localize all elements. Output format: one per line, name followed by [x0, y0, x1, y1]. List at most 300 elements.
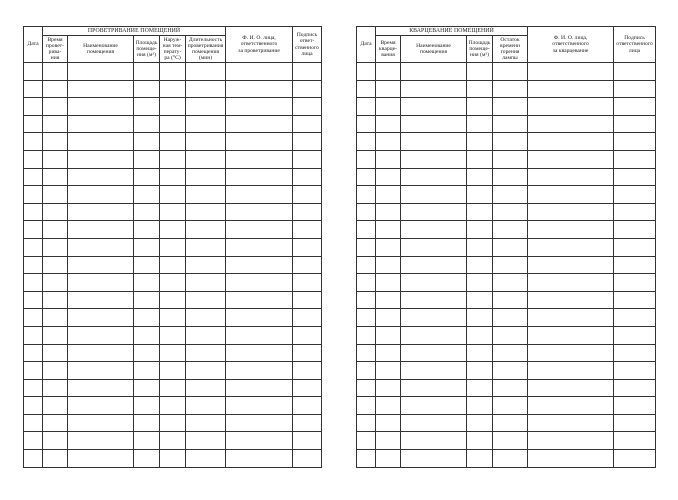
signature-cell[interactable]: [293, 98, 322, 116]
time-cell[interactable]: [376, 326, 401, 344]
signature-cell[interactable]: [614, 221, 656, 239]
duration-cell[interactable]: [186, 274, 226, 292]
room-cell[interactable]: [401, 133, 467, 151]
signature-cell[interactable]: [614, 186, 656, 204]
date-cell[interactable]: [24, 274, 43, 292]
area-cell[interactable]: [134, 344, 160, 362]
date-cell[interactable]: [357, 432, 376, 450]
duration-cell[interactable]: [186, 238, 226, 256]
responsible-cell[interactable]: [226, 203, 293, 221]
date-cell[interactable]: [357, 150, 376, 168]
area-cell[interactable]: [134, 221, 160, 239]
signature-cell[interactable]: [614, 344, 656, 362]
time-cell[interactable]: [376, 450, 401, 468]
signature-cell[interactable]: [293, 397, 322, 415]
duration-cell[interactable]: [186, 168, 226, 186]
duration-cell[interactable]: [186, 256, 226, 274]
signature-cell[interactable]: [293, 115, 322, 133]
area-cell[interactable]: [467, 133, 493, 151]
area-cell[interactable]: [467, 186, 493, 204]
room-cell[interactable]: [401, 168, 467, 186]
area-cell[interactable]: [134, 291, 160, 309]
time-cell[interactable]: [43, 450, 68, 468]
duration-cell[interactable]: [186, 450, 226, 468]
lamp-remaining-cell[interactable]: [493, 203, 528, 221]
date-cell[interactable]: [357, 221, 376, 239]
duration-cell[interactable]: [186, 98, 226, 116]
time-cell[interactable]: [43, 344, 68, 362]
signature-cell[interactable]: [293, 414, 322, 432]
lamp-remaining-cell[interactable]: [493, 98, 528, 116]
duration-cell[interactable]: [186, 344, 226, 362]
time-cell[interactable]: [376, 203, 401, 221]
date-cell[interactable]: [24, 256, 43, 274]
area-cell[interactable]: [467, 63, 493, 81]
date-cell[interactable]: [24, 450, 43, 468]
room-cell[interactable]: [401, 115, 467, 133]
time-cell[interactable]: [376, 115, 401, 133]
area-cell[interactable]: [467, 397, 493, 415]
room-cell[interactable]: [68, 274, 134, 292]
responsible-cell[interactable]: [528, 291, 614, 309]
date-cell[interactable]: [24, 133, 43, 151]
duration-cell[interactable]: [186, 309, 226, 327]
date-cell[interactable]: [357, 309, 376, 327]
room-cell[interactable]: [68, 362, 134, 380]
lamp-remaining-cell[interactable]: [493, 414, 528, 432]
duration-cell[interactable]: [186, 186, 226, 204]
date-cell[interactable]: [24, 309, 43, 327]
outdoor-temp-cell[interactable]: [160, 80, 186, 98]
time-cell[interactable]: [43, 80, 68, 98]
time-cell[interactable]: [376, 80, 401, 98]
lamp-remaining-cell[interactable]: [493, 238, 528, 256]
lamp-remaining-cell[interactable]: [493, 362, 528, 380]
time-cell[interactable]: [43, 238, 68, 256]
area-cell[interactable]: [467, 80, 493, 98]
outdoor-temp-cell[interactable]: [160, 309, 186, 327]
responsible-cell[interactable]: [528, 274, 614, 292]
room-cell[interactable]: [401, 80, 467, 98]
signature-cell[interactable]: [293, 344, 322, 362]
date-cell[interactable]: [24, 98, 43, 116]
responsible-cell[interactable]: [528, 150, 614, 168]
date-cell[interactable]: [357, 291, 376, 309]
signature-cell[interactable]: [293, 133, 322, 151]
room-cell[interactable]: [401, 98, 467, 116]
responsible-cell[interactable]: [528, 238, 614, 256]
lamp-remaining-cell[interactable]: [493, 256, 528, 274]
lamp-remaining-cell[interactable]: [493, 326, 528, 344]
signature-cell[interactable]: [293, 450, 322, 468]
time-cell[interactable]: [43, 326, 68, 344]
responsible-cell[interactable]: [226, 326, 293, 344]
signature-cell[interactable]: [614, 414, 656, 432]
responsible-cell[interactable]: [528, 221, 614, 239]
signature-cell[interactable]: [614, 326, 656, 344]
signature-cell[interactable]: [293, 309, 322, 327]
area-cell[interactable]: [134, 326, 160, 344]
time-cell[interactable]: [376, 397, 401, 415]
date-cell[interactable]: [24, 63, 43, 81]
responsible-cell[interactable]: [528, 397, 614, 415]
signature-cell[interactable]: [293, 432, 322, 450]
area-cell[interactable]: [467, 203, 493, 221]
date-cell[interactable]: [357, 344, 376, 362]
time-cell[interactable]: [376, 432, 401, 450]
time-cell[interactable]: [43, 221, 68, 239]
duration-cell[interactable]: [186, 326, 226, 344]
duration-cell[interactable]: [186, 63, 226, 81]
area-cell[interactable]: [134, 133, 160, 151]
outdoor-temp-cell[interactable]: [160, 186, 186, 204]
area-cell[interactable]: [467, 291, 493, 309]
responsible-cell[interactable]: [226, 291, 293, 309]
time-cell[interactable]: [376, 63, 401, 81]
area-cell[interactable]: [134, 186, 160, 204]
signature-cell[interactable]: [293, 150, 322, 168]
room-cell[interactable]: [401, 274, 467, 292]
signature-cell[interactable]: [614, 397, 656, 415]
signature-cell[interactable]: [293, 203, 322, 221]
signature-cell[interactable]: [614, 63, 656, 81]
duration-cell[interactable]: [186, 203, 226, 221]
date-cell[interactable]: [24, 238, 43, 256]
responsible-cell[interactable]: [528, 344, 614, 362]
area-cell[interactable]: [467, 309, 493, 327]
date-cell[interactable]: [357, 362, 376, 380]
signature-cell[interactable]: [293, 379, 322, 397]
signature-cell[interactable]: [293, 221, 322, 239]
room-cell[interactable]: [68, 63, 134, 81]
lamp-remaining-cell[interactable]: [493, 150, 528, 168]
area-cell[interactable]: [134, 256, 160, 274]
area-cell[interactable]: [134, 238, 160, 256]
time-cell[interactable]: [43, 414, 68, 432]
area-cell[interactable]: [467, 98, 493, 116]
date-cell[interactable]: [24, 115, 43, 133]
responsible-cell[interactable]: [528, 203, 614, 221]
duration-cell[interactable]: [186, 362, 226, 380]
room-cell[interactable]: [401, 291, 467, 309]
time-cell[interactable]: [43, 63, 68, 81]
area-cell[interactable]: [467, 256, 493, 274]
signature-cell[interactable]: [614, 150, 656, 168]
date-cell[interactable]: [24, 379, 43, 397]
room-cell[interactable]: [68, 133, 134, 151]
date-cell[interactable]: [24, 221, 43, 239]
responsible-cell[interactable]: [528, 309, 614, 327]
outdoor-temp-cell[interactable]: [160, 291, 186, 309]
time-cell[interactable]: [376, 291, 401, 309]
signature-cell[interactable]: [293, 186, 322, 204]
date-cell[interactable]: [24, 414, 43, 432]
room-cell[interactable]: [68, 256, 134, 274]
date-cell[interactable]: [357, 274, 376, 292]
time-cell[interactable]: [376, 168, 401, 186]
date-cell[interactable]: [357, 326, 376, 344]
signature-cell[interactable]: [614, 203, 656, 221]
signature-cell[interactable]: [614, 274, 656, 292]
signature-cell[interactable]: [614, 133, 656, 151]
time-cell[interactable]: [43, 168, 68, 186]
area-cell[interactable]: [134, 98, 160, 116]
signature-cell[interactable]: [614, 168, 656, 186]
area-cell[interactable]: [134, 203, 160, 221]
room-cell[interactable]: [68, 80, 134, 98]
room-cell[interactable]: [68, 98, 134, 116]
outdoor-temp-cell[interactable]: [160, 344, 186, 362]
time-cell[interactable]: [43, 98, 68, 116]
room-cell[interactable]: [68, 379, 134, 397]
area-cell[interactable]: [467, 414, 493, 432]
time-cell[interactable]: [43, 397, 68, 415]
date-cell[interactable]: [24, 186, 43, 204]
area-cell[interactable]: [467, 115, 493, 133]
responsible-cell[interactable]: [226, 186, 293, 204]
outdoor-temp-cell[interactable]: [160, 150, 186, 168]
area-cell[interactable]: [467, 221, 493, 239]
responsible-cell[interactable]: [226, 450, 293, 468]
date-cell[interactable]: [357, 414, 376, 432]
room-cell[interactable]: [401, 362, 467, 380]
responsible-cell[interactable]: [528, 379, 614, 397]
area-cell[interactable]: [467, 450, 493, 468]
time-cell[interactable]: [43, 115, 68, 133]
lamp-remaining-cell[interactable]: [493, 80, 528, 98]
outdoor-temp-cell[interactable]: [160, 221, 186, 239]
lamp-remaining-cell[interactable]: [493, 379, 528, 397]
area-cell[interactable]: [134, 432, 160, 450]
responsible-cell[interactable]: [528, 98, 614, 116]
room-cell[interactable]: [401, 256, 467, 274]
outdoor-temp-cell[interactable]: [160, 326, 186, 344]
signature-cell[interactable]: [614, 98, 656, 116]
room-cell[interactable]: [68, 432, 134, 450]
duration-cell[interactable]: [186, 133, 226, 151]
outdoor-temp-cell[interactable]: [160, 98, 186, 116]
outdoor-temp-cell[interactable]: [160, 238, 186, 256]
signature-cell[interactable]: [614, 379, 656, 397]
lamp-remaining-cell[interactable]: [493, 115, 528, 133]
responsible-cell[interactable]: [226, 115, 293, 133]
signature-cell[interactable]: [614, 115, 656, 133]
time-cell[interactable]: [43, 362, 68, 380]
outdoor-temp-cell[interactable]: [160, 274, 186, 292]
time-cell[interactable]: [43, 133, 68, 151]
date-cell[interactable]: [357, 238, 376, 256]
responsible-cell[interactable]: [226, 274, 293, 292]
responsible-cell[interactable]: [226, 221, 293, 239]
date-cell[interactable]: [24, 150, 43, 168]
duration-cell[interactable]: [186, 150, 226, 168]
date-cell[interactable]: [24, 432, 43, 450]
area-cell[interactable]: [467, 150, 493, 168]
responsible-cell[interactable]: [528, 432, 614, 450]
responsible-cell[interactable]: [528, 414, 614, 432]
responsible-cell[interactable]: [528, 63, 614, 81]
responsible-cell[interactable]: [226, 238, 293, 256]
duration-cell[interactable]: [186, 80, 226, 98]
signature-cell[interactable]: [293, 168, 322, 186]
room-cell[interactable]: [68, 238, 134, 256]
lamp-remaining-cell[interactable]: [493, 274, 528, 292]
outdoor-temp-cell[interactable]: [160, 203, 186, 221]
area-cell[interactable]: [467, 379, 493, 397]
responsible-cell[interactable]: [226, 80, 293, 98]
area-cell[interactable]: [134, 309, 160, 327]
lamp-remaining-cell[interactable]: [493, 450, 528, 468]
date-cell[interactable]: [24, 291, 43, 309]
outdoor-temp-cell[interactable]: [160, 450, 186, 468]
time-cell[interactable]: [376, 186, 401, 204]
room-cell[interactable]: [401, 238, 467, 256]
responsible-cell[interactable]: [226, 63, 293, 81]
room-cell[interactable]: [68, 186, 134, 204]
outdoor-temp-cell[interactable]: [160, 63, 186, 81]
signature-cell[interactable]: [614, 291, 656, 309]
time-cell[interactable]: [43, 274, 68, 292]
responsible-cell[interactable]: [226, 397, 293, 415]
signature-cell[interactable]: [614, 256, 656, 274]
room-cell[interactable]: [401, 414, 467, 432]
responsible-cell[interactable]: [528, 326, 614, 344]
responsible-cell[interactable]: [528, 80, 614, 98]
duration-cell[interactable]: [186, 414, 226, 432]
room-cell[interactable]: [401, 326, 467, 344]
date-cell[interactable]: [357, 256, 376, 274]
duration-cell[interactable]: [186, 397, 226, 415]
responsible-cell[interactable]: [226, 414, 293, 432]
time-cell[interactable]: [376, 133, 401, 151]
time-cell[interactable]: [376, 150, 401, 168]
signature-cell[interactable]: [614, 362, 656, 380]
room-cell[interactable]: [401, 186, 467, 204]
responsible-cell[interactable]: [226, 309, 293, 327]
area-cell[interactable]: [134, 63, 160, 81]
room-cell[interactable]: [401, 221, 467, 239]
room-cell[interactable]: [401, 450, 467, 468]
date-cell[interactable]: [24, 344, 43, 362]
outdoor-temp-cell[interactable]: [160, 256, 186, 274]
room-cell[interactable]: [68, 309, 134, 327]
room-cell[interactable]: [401, 344, 467, 362]
area-cell[interactable]: [467, 274, 493, 292]
time-cell[interactable]: [43, 186, 68, 204]
responsible-cell[interactable]: [528, 450, 614, 468]
responsible-cell[interactable]: [226, 168, 293, 186]
lamp-remaining-cell[interactable]: [493, 432, 528, 450]
responsible-cell[interactable]: [528, 362, 614, 380]
responsible-cell[interactable]: [226, 432, 293, 450]
room-cell[interactable]: [68, 291, 134, 309]
time-cell[interactable]: [43, 150, 68, 168]
duration-cell[interactable]: [186, 379, 226, 397]
time-cell[interactable]: [376, 362, 401, 380]
outdoor-temp-cell[interactable]: [160, 362, 186, 380]
responsible-cell[interactable]: [226, 150, 293, 168]
time-cell[interactable]: [376, 238, 401, 256]
responsible-cell[interactable]: [226, 362, 293, 380]
time-cell[interactable]: [376, 256, 401, 274]
area-cell[interactable]: [467, 344, 493, 362]
area-cell[interactable]: [467, 326, 493, 344]
room-cell[interactable]: [68, 168, 134, 186]
room-cell[interactable]: [401, 309, 467, 327]
area-cell[interactable]: [467, 168, 493, 186]
date-cell[interactable]: [357, 63, 376, 81]
area-cell[interactable]: [134, 397, 160, 415]
signature-cell[interactable]: [293, 238, 322, 256]
date-cell[interactable]: [357, 133, 376, 151]
date-cell[interactable]: [24, 168, 43, 186]
area-cell[interactable]: [467, 238, 493, 256]
responsible-cell[interactable]: [528, 115, 614, 133]
responsible-cell[interactable]: [226, 256, 293, 274]
room-cell[interactable]: [401, 150, 467, 168]
time-cell[interactable]: [43, 379, 68, 397]
time-cell[interactable]: [43, 432, 68, 450]
signature-cell[interactable]: [614, 238, 656, 256]
outdoor-temp-cell[interactable]: [160, 432, 186, 450]
time-cell[interactable]: [376, 344, 401, 362]
signature-cell[interactable]: [614, 450, 656, 468]
time-cell[interactable]: [43, 309, 68, 327]
responsible-cell[interactable]: [226, 133, 293, 151]
date-cell[interactable]: [24, 397, 43, 415]
date-cell[interactable]: [24, 203, 43, 221]
lamp-remaining-cell[interactable]: [493, 397, 528, 415]
area-cell[interactable]: [467, 432, 493, 450]
signature-cell[interactable]: [293, 274, 322, 292]
area-cell[interactable]: [134, 414, 160, 432]
room-cell[interactable]: [68, 414, 134, 432]
lamp-remaining-cell[interactable]: [493, 291, 528, 309]
responsible-cell[interactable]: [226, 379, 293, 397]
date-cell[interactable]: [357, 450, 376, 468]
area-cell[interactable]: [134, 274, 160, 292]
responsible-cell[interactable]: [528, 256, 614, 274]
room-cell[interactable]: [68, 115, 134, 133]
room-cell[interactable]: [401, 432, 467, 450]
signature-cell[interactable]: [614, 80, 656, 98]
area-cell[interactable]: [134, 115, 160, 133]
lamp-remaining-cell[interactable]: [493, 63, 528, 81]
duration-cell[interactable]: [186, 291, 226, 309]
time-cell[interactable]: [376, 221, 401, 239]
signature-cell[interactable]: [293, 80, 322, 98]
signature-cell[interactable]: [293, 63, 322, 81]
signature-cell[interactable]: [293, 291, 322, 309]
lamp-remaining-cell[interactable]: [493, 186, 528, 204]
room-cell[interactable]: [68, 326, 134, 344]
duration-cell[interactable]: [186, 115, 226, 133]
date-cell[interactable]: [357, 80, 376, 98]
duration-cell[interactable]: [186, 432, 226, 450]
area-cell[interactable]: [134, 450, 160, 468]
date-cell[interactable]: [357, 98, 376, 116]
room-cell[interactable]: [68, 344, 134, 362]
date-cell[interactable]: [24, 362, 43, 380]
room-cell[interactable]: [68, 397, 134, 415]
lamp-remaining-cell[interactable]: [493, 168, 528, 186]
duration-cell[interactable]: [186, 221, 226, 239]
room-cell[interactable]: [68, 221, 134, 239]
signature-cell[interactable]: [614, 309, 656, 327]
room-cell[interactable]: [68, 450, 134, 468]
time-cell[interactable]: [376, 309, 401, 327]
outdoor-temp-cell[interactable]: [160, 397, 186, 415]
